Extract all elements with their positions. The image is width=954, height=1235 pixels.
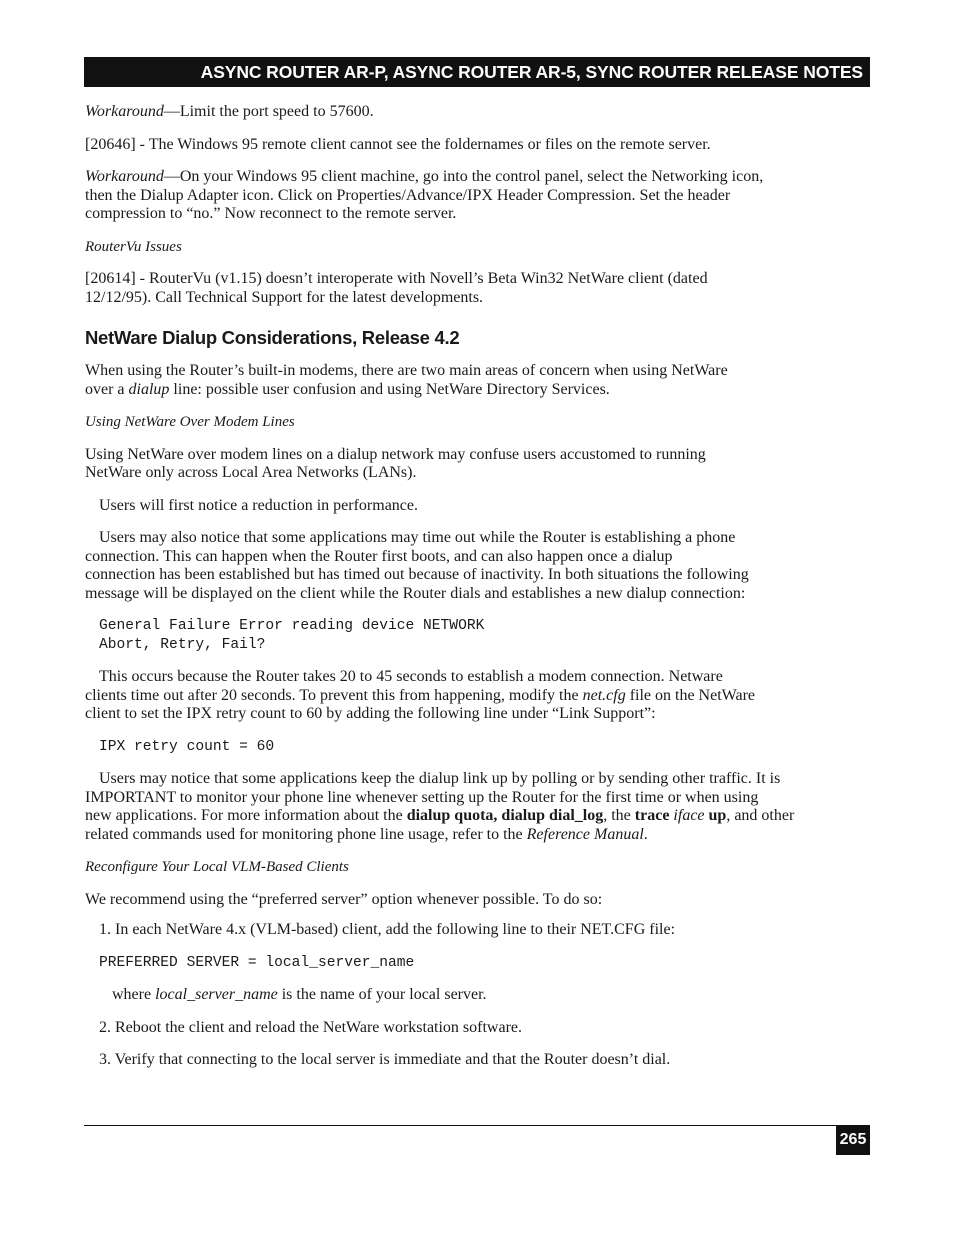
issue-20646: [20646] - The Windows 95 remote client cannot see the foldernames or files on the remote server. xyxy=(85,135,711,153)
step-3: 3. Verify that connecting to the local server is immediate and that the Router doesn’t dial. xyxy=(99,1051,671,1068)
code-ipx-retry: IPX retry count = 60 xyxy=(99,738,275,755)
workaround-label: Workaround xyxy=(85,103,164,120)
step-1: 1. In each NetWare 4.x (VLM-based) client, add the following line to their NET.CFG file: xyxy=(99,921,676,938)
page-body xyxy=(85,103,870,1070)
footer-rule xyxy=(84,1125,870,1126)
subheading-vlm: Reconfigure Your Local VLM-Based Clients xyxy=(85,859,349,875)
timeout-paragraph: Users may also notice that some applications may time out while the Router is establishing a phone connection. This can happen when the Router first boots, and can also happen once a dialup connection has been established but has timed out because of inactivity. In both situations the following message will be displayed on the client while the Router dials and establishes a new dialup connection: xyxy=(85,529,749,602)
subheading-modem-lines: Using NetWare Over Modem Lines xyxy=(85,414,295,430)
step-2: 2. Reboot the client and reload the NetWare workstation software. xyxy=(99,1018,523,1036)
workaround-1: Workaround—Limit the port speed to 57600. xyxy=(85,103,374,120)
issue-20614: [20614] - RouterVu (v1.15) doesn’t interoperate with Novell’s Beta Win32 NetWare client (dated 12/12/95). Call Technical Support for the latest developments. xyxy=(85,270,708,306)
section-heading: NetWare Dialup Considerations, Release 4.2 xyxy=(85,327,460,348)
monitor-paragraph: Users may notice that some applications keep the dialup link up by polling or by sending other traffic. It is IMPORTANT to monitor your phone line whenever setting up the Router for the first time or when using new applications. For more information about the dialup quota, dialup dial_log, the trace iface up, and other related commands used for monitoring phone line usage, refer to the Reference Manual. xyxy=(85,770,795,843)
page-number: 265 xyxy=(836,1125,870,1155)
code-preferred-server: PREFERRED SERVER = local_server_name xyxy=(99,954,415,971)
workaround-2: Workaround—On your Windows 95 client machine, go into the control panel, select the Networking icon, then the Dialup Adapter icon. Click on Properties/Advance/IPX Header Compression. Set the header compression to “no.” Now reconnect to the remote server. xyxy=(85,168,764,222)
retry-paragraph: This occurs because the Router takes 20 to 45 seconds to establish a modem connection. Netware clients time out after 20 seconds. To prevent this from happening, modify the net.cfg file on the NetWare client to set the IPX retry count to 60 by adding the following line under “Link Support”: xyxy=(85,668,756,722)
modem-lines-paragraph: Using NetWare over modem lines on a dialup network may confuse users accustomed to running NetWare only across Local Area Networks (LANs). xyxy=(85,445,706,481)
page-header-title: ASYNC ROUTER AR-P, ASYNC ROUTER AR-5, SYNC ROUTER RELEASE NOTES xyxy=(84,57,870,87)
intro-paragraph: When using the Router’s built-in modems, there are two main areas of concern when using NetWare over a dialup line: possible user confusion and using NetWare Directory Services. xyxy=(85,362,728,398)
performance-paragraph: Users will first notice a reduction in performance. xyxy=(99,496,418,514)
code-error-message: General Failure Error reading device NETWORK Abort, Retry, Fail? xyxy=(99,618,485,653)
where-note: where local_server_name is the name of your local server. xyxy=(112,986,487,1003)
subheading-routervu: RouterVu Issues xyxy=(85,238,182,255)
preferred-server-paragraph: We recommend using the “preferred server” option whenever possible. To do so: xyxy=(85,890,603,908)
